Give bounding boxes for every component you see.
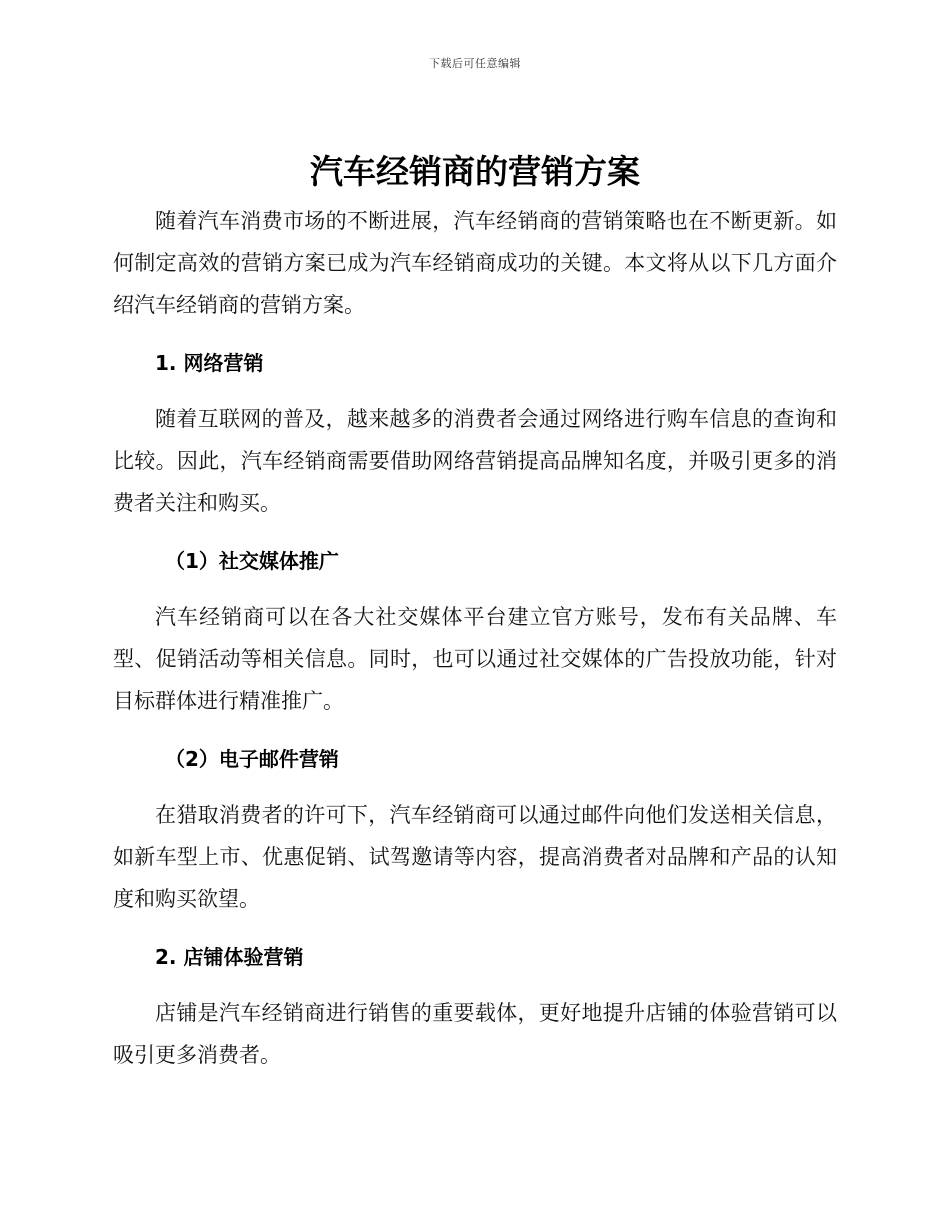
section-paragraph-email-marketing: 在猎取消费者的许可下，汽车经销商可以通过邮件向他们发送相关信息，如新车型上市、优惠促销、试驾邀请等内容，提高消费者对品牌和产品的认知度和购买欲望。	[113, 803, 837, 911]
section-paragraph-social-media: 汽车经销商可以在各大社交媒体平台建立官方账号，发布有关品牌、车型、促销活动等相关信息。同时，也可以通过社交媒体的广告投放功能，针对目标群体进行精准推广。	[113, 605, 837, 713]
section-heading-email-marketing: （2）电子邮件营销	[165, 747, 339, 771]
section-heading-social-media: （1）社交媒体推广	[165, 549, 339, 573]
section-heading-network-marketing: 1. 网络营销	[155, 351, 264, 375]
document-title: 汽车经销商的营销方案	[310, 152, 640, 191]
intro-paragraph: 随着汽车消费市场的不断进展，汽车经销商的营销策略也在不断更新。如何制定高效的营销方案已成为汽车经销商成功的关键。本文将从以下几方面介绍汽车经销商的营销方案。	[113, 209, 837, 317]
section-heading-store-experience: 2. 店铺体验营销	[155, 945, 304, 969]
section-paragraph-network-marketing: 随着互联网的普及，越来越多的消费者会通过网络进行购车信息的查询和比较。因此，汽车经销商需要借助网络营销提高品牌知名度，并吸引更多的消费者关注和购买。	[113, 407, 837, 515]
section-paragraph-store-experience: 店铺是汽车经销商进行销售的重要载体，更好地提升店铺的体验营销可以吸引更多消费者。	[113, 1001, 837, 1067]
document-body	[113, 200, 837, 1076]
page-header-note: 下载后可任意编辑	[429, 57, 521, 70]
